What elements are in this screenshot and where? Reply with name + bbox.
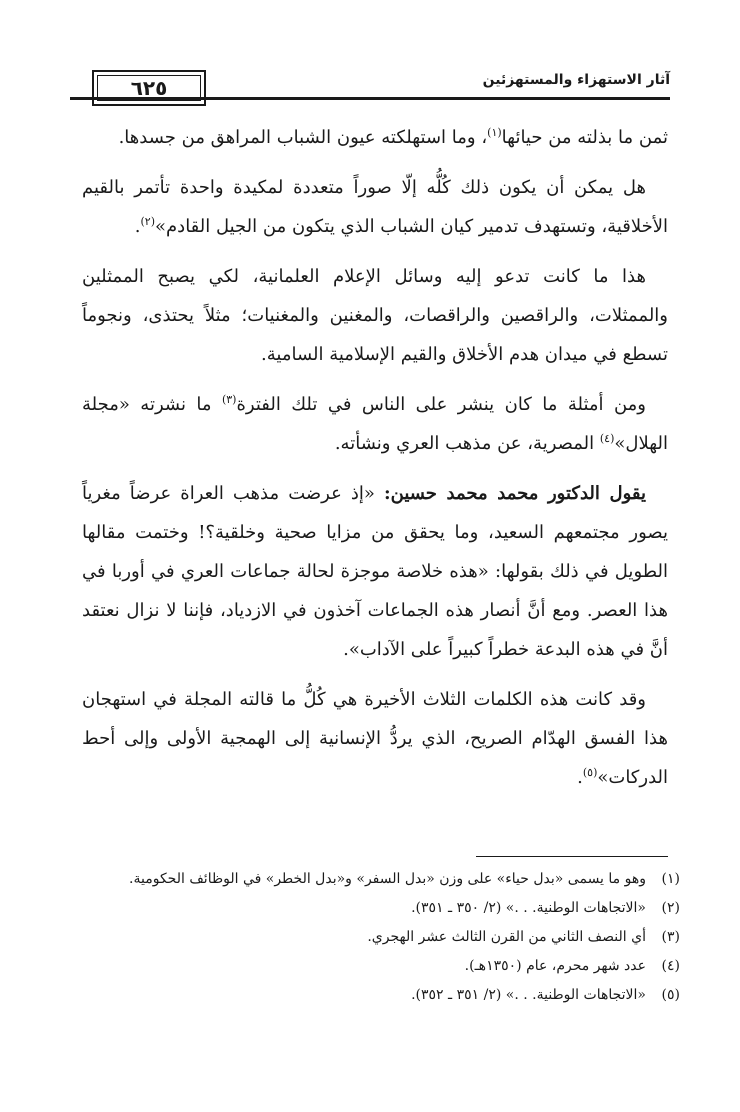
footnote-ref-4: (٤) (599, 432, 615, 445)
footnote-separator (476, 856, 668, 857)
footnote-ref-2: (٢) (140, 215, 156, 228)
running-header (70, 62, 670, 108)
paragraph-3: هذا ما كانت تدعو إليه وسائل الإعلام العلمانية، لكي يصبح الممثلين والممثلات، والراقصين والراقصات، والمغنين والمغنيات؛ مثلاً يحتذى، ونجوماً تسطع في ميدان هدم الأخلاق والقيم الإسلامية السامية. (82, 266, 668, 365)
paragraph-2: هل يمكن أن يكون ذلك كُلُّه إلّا صوراً متعددة لمكيدة واحدة تأتمر بالقيم الأخلاقية، وتستهدف تدمير كيان الشباب الذي يتكون من الجيل القادم»$^{(٢)}$. (82, 177, 668, 237)
footnote-ref-5: (٥) (582, 766, 598, 779)
footnote-ref-3: (٣) (221, 393, 237, 406)
paragraph-5: يقول الدكتور محمد محمد حسين: «إذ عرضت مذهب العراة عرضاً مغرياً يصور مجتمعهم السعيد، وما يحقق من مزايا صحية وخلقية؟! وختمت مقالها الطويل في ذلك بقولها: «هذه خلاصة موجزة لحالة جماعات العري في أوربا في هذا العصر. ومع أنَّ أنصار هذه الجماعات آخذون في الازدياد، فإننا لا نزال نعتقد أنَّ في هذه البدعة خطراً كبيراً على الآداب». (82, 483, 668, 660)
footnote-1: (١) وهو ما يسمى «بدل حياء» على وزن «بدل السفر» و«بدل الخطر» في الوظائف الحكومية. (129, 871, 680, 887)
main-text (82, 118, 668, 808)
footnote-5: (٥) «الاتجاهات الوطنية. . .» (٢/ ٣٥١ ـ ٣٥٢). (411, 987, 680, 1003)
footnotes (82, 865, 680, 1010)
footnote-2: (٢) «الاتجاهات الوطنية. . .» (٢/ ٣٥٠ ـ ٣٥١). (411, 900, 680, 916)
page-number: ٦٢٥ (92, 70, 206, 106)
footnote-ref-1: (١) (487, 126, 502, 139)
paragraph-4: ومن أمثلة ما كان ينشر على الناس في تلك الفترة$^{(٣)}$ ما نشرته «مجلة الهلال»$^{(٤)}$ المصرية، عن مذهب العري ونشأته. (82, 393, 668, 454)
quote-author: يقول الدكتور محمد محمد حسين: (383, 483, 646, 504)
header-rule (70, 97, 670, 100)
footnote-3: (٣) أي النصف الثاني من القرن الثالث عشر الهجري. (367, 929, 680, 945)
running-title: آثار الاستهزاء والمستهزئين (482, 72, 670, 88)
paragraph-6: وقد كانت هذه الكلمات الثلاث الأخيرة هي كُلُّ ما قالته المجلة في استهجان هذا الفسق الهدّام الصريح، الذي يردُّ الإنسانية إلى الهمجية الأولى وإلى أحط الدركات»$^{(٥)}$. (82, 689, 668, 788)
footnote-4: (٤) عدد شهر محرم، عام (١٣٥٠هـ). (464, 958, 680, 974)
paragraph-1: ثمن ما بذلته من حيائها$^{(١)}$، وما استهلكته عيون الشباب المراهق من جسدها. (118, 126, 668, 148)
